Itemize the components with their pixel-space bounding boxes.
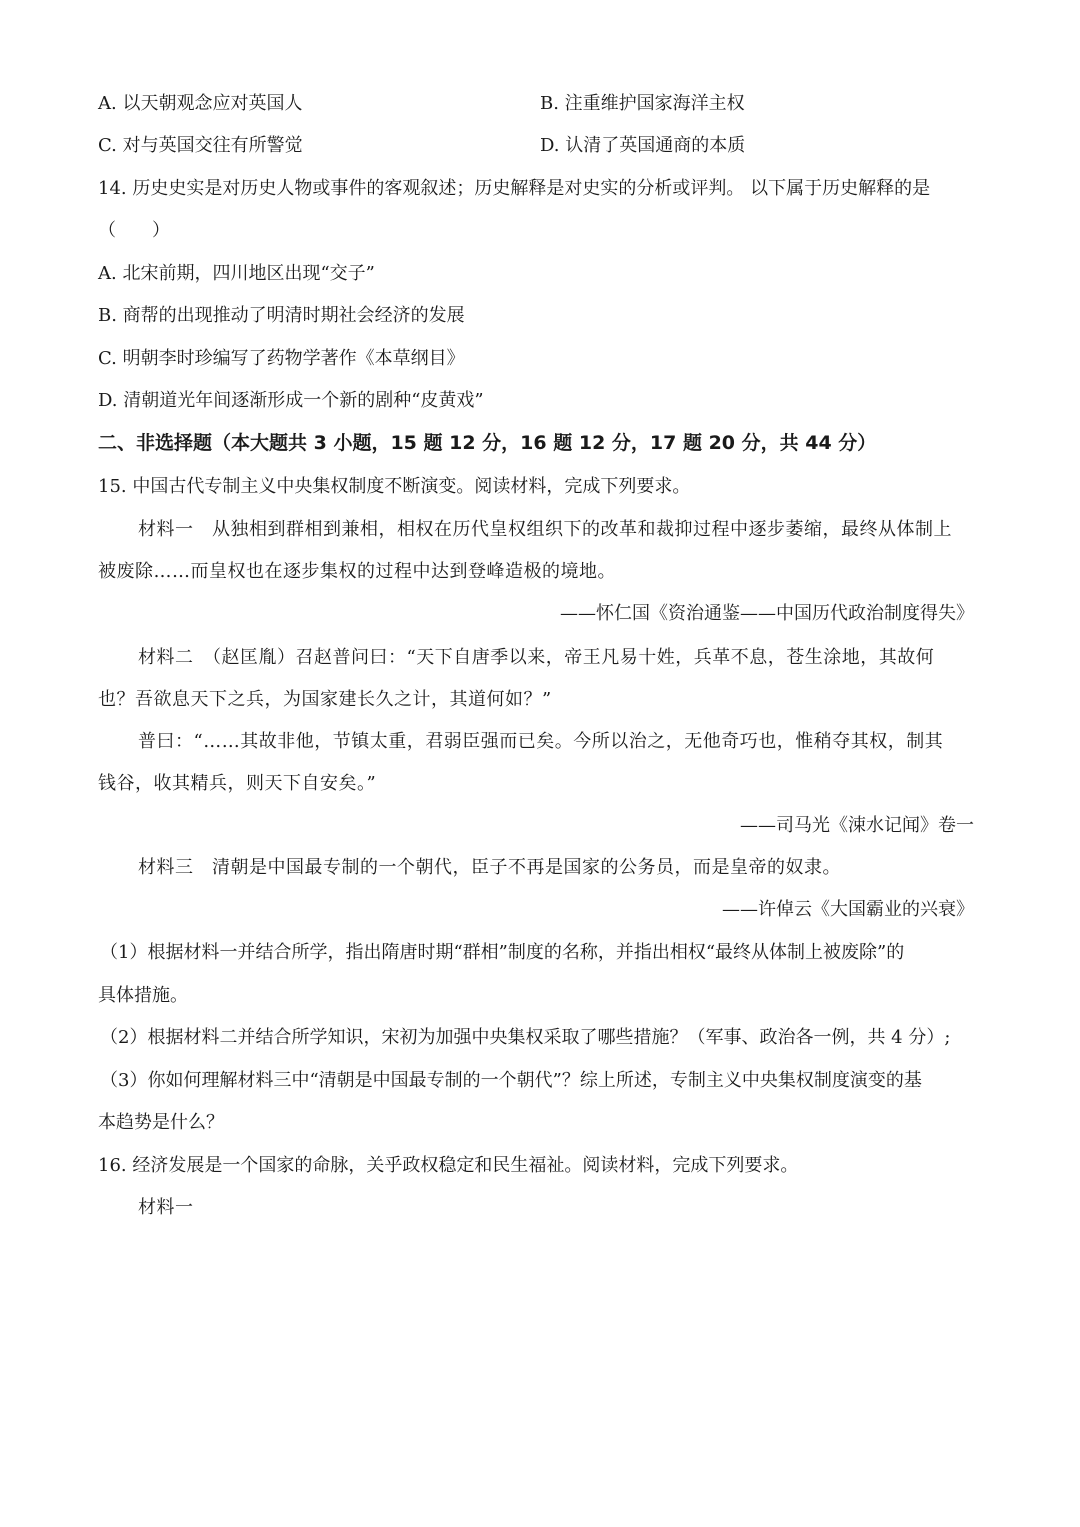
q15-material2-line4: 钱谷，收其精兵，则天下自安矣。” [98, 773, 377, 794]
q15-material2-line1: 材料二 （赵匡胤）召赵普问曰：“天下自唐季以来，帝王凡易十姓，兵革不息，苍生涂地，其故何 [138, 647, 935, 668]
q14-stem: 14. 历史史实是对历史人物或事件的客观叙述；历史解释是对史实的分析或评判。 以下属于历史解释的是 [98, 178, 931, 199]
q14-option-d: D. 清朝道光年间逐渐形成一个新的剧种“皮黄戏” [98, 390, 484, 411]
q14-option-b: B. 商帮的出现推动了明清时期社会经济的发展 [98, 305, 465, 326]
q13-option-d: D. 认清了英国通商的本质 [540, 135, 746, 156]
q13-options-row-2 [98, 133, 982, 159]
q13-options-row-1 [98, 91, 982, 117]
q15-material2-line2: 也？吾欲息天下之兵，为国家建长久之计，其道何如？” [98, 689, 552, 710]
q15-requirement3-line1: （3）你如何理解材料三中“清朝是中国最专制的一个朝代”？综上所述，专制主义中央集权制度演变的基 [100, 1070, 922, 1091]
section-2-heading: 二、非选择题（本大题共 3 小题，15 题 12 分，16 题 12 分，17 题 20 分，共 44 分） [98, 432, 877, 454]
q16-material1-label: 材料一 [138, 1197, 194, 1218]
q15-material3-source: ——许倬云《大国霸业的兴衰》 [722, 899, 974, 920]
q14-option-c: C. 明朝李时珍编写了药物学著作《本草纲目》 [98, 348, 465, 369]
q15-material1-source: ——怀仁国《资治通鉴——中国历代政治制度得失》 [560, 603, 974, 624]
q15-requirement1-line2: 具体措施。 [98, 985, 188, 1006]
q14-option-a: A. 北宋前期，四川地区出现“交子” [98, 263, 375, 284]
q15-requirement2: （2）根据材料二并结合所学知识，宋初为加强中央集权采取了哪些措施？（军事、政治各一例，共 4 分）; [100, 1027, 951, 1048]
q16-stem: 16. 经济发展是一个国家的命脉，关乎政权稳定和民生福祉。阅读材料，完成下列要求。 [98, 1155, 799, 1176]
q15-material1-line2: 被废除……而皇权也在逐步集权的过程中达到登峰造极的境地。 [98, 561, 616, 582]
q15-requirement1-line1: （1）根据材料一并结合所学，指出隋唐时期“群相”制度的名称，并指出相权“最终从体制上被废除”的 [100, 942, 905, 963]
q15-material2-source: ——司马光《涑水记闻》卷一 [740, 815, 974, 836]
q15-requirement3-line2: 本趋势是什么？ [98, 1112, 224, 1133]
q15-material2-line3: 普曰：“……其故非他，节镇太重，君弱臣强而已矣。今所以治之，无他奇巧也，惟稍夺其权，制其 [138, 731, 944, 752]
q15-material3-line1: 材料三 清朝是中国最专制的一个朝代，臣子不再是国家的公务员，而是皇帝的奴隶。 [138, 857, 841, 878]
q13-option-a: A. 以天朝观念应对英国人 [98, 93, 303, 114]
q15-material1-line1: 材料一 从独相到群相到兼相，相权在历代皇权组织下的改革和裁抑过程中逐步萎缩，最终从体制上 [138, 519, 952, 540]
q15-stem: 15. 中国古代专制主义中央集权制度不断演变。阅读材料，完成下列要求。 [98, 476, 691, 497]
q13-option-b: B. 注重维护国家海洋主权 [540, 93, 745, 114]
q13-option-c: C. 对与英国交往有所警觉 [98, 135, 303, 156]
q14-answer-blank: （ ） [98, 220, 170, 241]
